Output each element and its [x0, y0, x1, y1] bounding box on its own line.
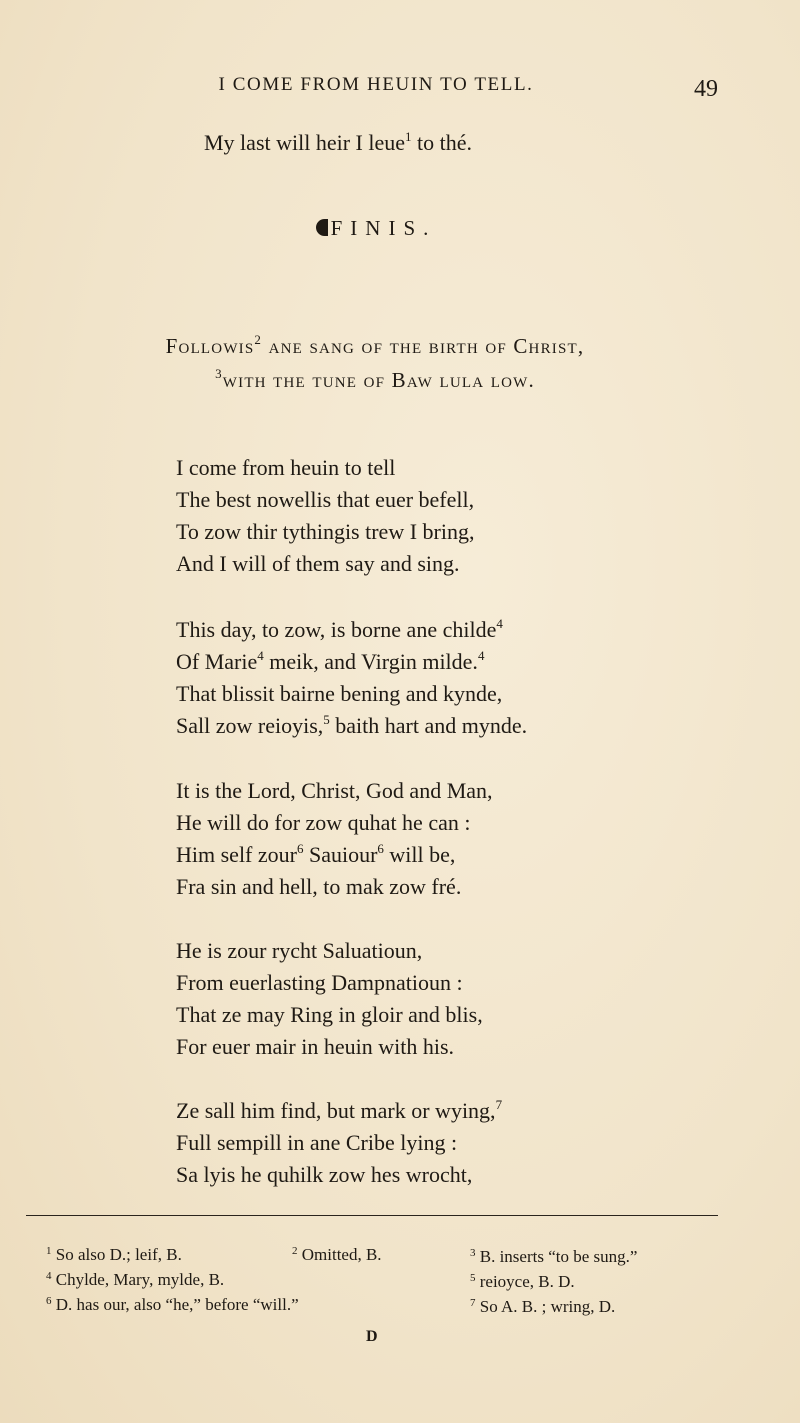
verse-line: [176, 807, 493, 839]
verse-text: will be,: [383, 842, 456, 867]
verse-text: Him self zour: [176, 842, 297, 867]
verse-line: [176, 967, 483, 999]
verse-text: It is the Lord, Christ, God and Man,: [176, 778, 493, 803]
verse-line: [176, 935, 483, 967]
footnote-marker: 6: [377, 841, 384, 856]
footnote-text: So A. B. ; wring, D.: [479, 1297, 616, 1316]
song-heading-line-2: [0, 368, 750, 393]
footnote-6: [46, 1295, 299, 1315]
footnote-2: [292, 1245, 382, 1265]
verse-line: [176, 871, 493, 903]
verse-text: Sauiour: [303, 842, 378, 867]
verse-line: [176, 646, 527, 678]
verse-text: That blissit bairne bening and kynde,: [176, 681, 503, 706]
verse-line: [176, 1159, 502, 1191]
footnote-text: Chylde, Mary, mylde, B.: [55, 1270, 225, 1289]
footnote-number: 5: [470, 1272, 476, 1284]
footnote-number: 4: [46, 1270, 52, 1282]
footnote-marker: 6: [296, 841, 304, 856]
running-head: I COME FROM HEUIN TO TELL.: [218, 74, 534, 95]
verse-text: This day, to zow, is borne ane childe: [176, 617, 497, 642]
stanza-2: [176, 614, 527, 742]
verse-line: [176, 1127, 502, 1159]
footnote-number: 7: [470, 1297, 476, 1309]
verse-text: To zow thir tythingis trew I bring,: [176, 519, 475, 544]
verse-text: baith hart and mynde.: [329, 713, 528, 738]
footnote-1: [46, 1245, 182, 1265]
verse-text: Sa lyis he quhilk zow hes wrocht,: [176, 1162, 473, 1187]
heading-text: Followis: [165, 334, 255, 358]
song-heading-line-1: [0, 334, 750, 359]
verse-text: And I will of them say and sing.: [176, 551, 460, 576]
footnote-marker: 4: [496, 616, 503, 631]
signature-mark: D: [366, 1328, 379, 1345]
footnote-marker: 7: [495, 1097, 503, 1112]
verse-line: [176, 678, 527, 710]
footnote-number: 3: [470, 1247, 476, 1259]
footnote-4: [46, 1270, 224, 1290]
footnote-marker: 4: [477, 648, 485, 663]
stanza-3: [176, 775, 493, 903]
stanza-4: [176, 935, 483, 1063]
verse-text: From euerlasting Dampnatioun :: [176, 970, 463, 995]
verse-text: I come from heuin to tell: [176, 455, 396, 480]
footnote-number: 6: [46, 1295, 52, 1307]
footnote-text: So also D.; leif, B.: [55, 1245, 182, 1264]
verse-text: Full sempill in ane Cribe lying :: [176, 1130, 458, 1155]
page-number: 49: [694, 76, 718, 102]
footnote-number: 1: [46, 1245, 52, 1257]
verse-text: He will do for zow quhat he can :: [176, 810, 471, 835]
footnote-3: [470, 1247, 637, 1267]
footnote-text: Omitted, B.: [301, 1245, 382, 1264]
verse-text: Fra sin and hell, to mak zow fré.: [176, 874, 462, 899]
footnote-marker: 1: [405, 129, 412, 144]
footnote-marker: 3: [215, 366, 223, 381]
verse-text: He is zour rycht Saluatioun,: [176, 938, 423, 963]
verse-line: [176, 548, 474, 580]
heading-text: with the tune of Baw lula low.: [222, 368, 535, 392]
footnote-text: D. has our, also “he,” before “will.”: [55, 1295, 299, 1314]
footnote-number: 2: [292, 1245, 298, 1257]
footnote-7: [470, 1297, 615, 1317]
verse-text: That ze may Ring in gloir and blis,: [176, 1002, 483, 1027]
footnote-marker: 2: [254, 332, 263, 347]
paragraph-mark-icon: [316, 219, 325, 236]
verse-line: [176, 775, 493, 807]
verse-text: Sall zow reioyis,: [176, 713, 324, 738]
verse-text: The best nowellis that euer befell,: [176, 487, 475, 512]
footnote-marker: 4: [257, 648, 264, 663]
verse-line: [176, 452, 474, 484]
heading-text: ane sang of the birth of Christ,: [262, 334, 585, 358]
verse-line: [176, 839, 493, 871]
verse-text: Of Marie: [176, 649, 258, 674]
verse-line: [176, 710, 527, 742]
verse-line: [176, 1095, 502, 1127]
verse-line: [176, 516, 474, 548]
verse-text: to thé.: [411, 130, 473, 155]
verse-line: [176, 1031, 483, 1063]
verse-text: Ze sall him find, but mark or wying,: [176, 1098, 496, 1123]
footnote-marker: 5: [323, 712, 330, 727]
footnote-text: reioyce, B. D.: [479, 1272, 575, 1291]
footnote-5: [470, 1272, 575, 1292]
footnote-text: B. inserts “to be sung.”: [479, 1247, 638, 1266]
verse-text: My last will heir I leue: [204, 130, 406, 155]
finis-mark: [0, 216, 752, 241]
verse-text: For euer mair in heuin with his.: [176, 1034, 455, 1059]
footnote-divider: [26, 1215, 718, 1216]
verse-line: [176, 614, 527, 646]
carryover-verse-line: [204, 130, 472, 156]
stanza-1: [176, 452, 474, 580]
finis-text: FINIS.: [330, 216, 437, 240]
verse-line: [176, 484, 474, 516]
stanza-5: [176, 1095, 502, 1191]
verse-text: meik, and Virgin milde.: [263, 649, 478, 674]
verse-line: [176, 999, 483, 1031]
